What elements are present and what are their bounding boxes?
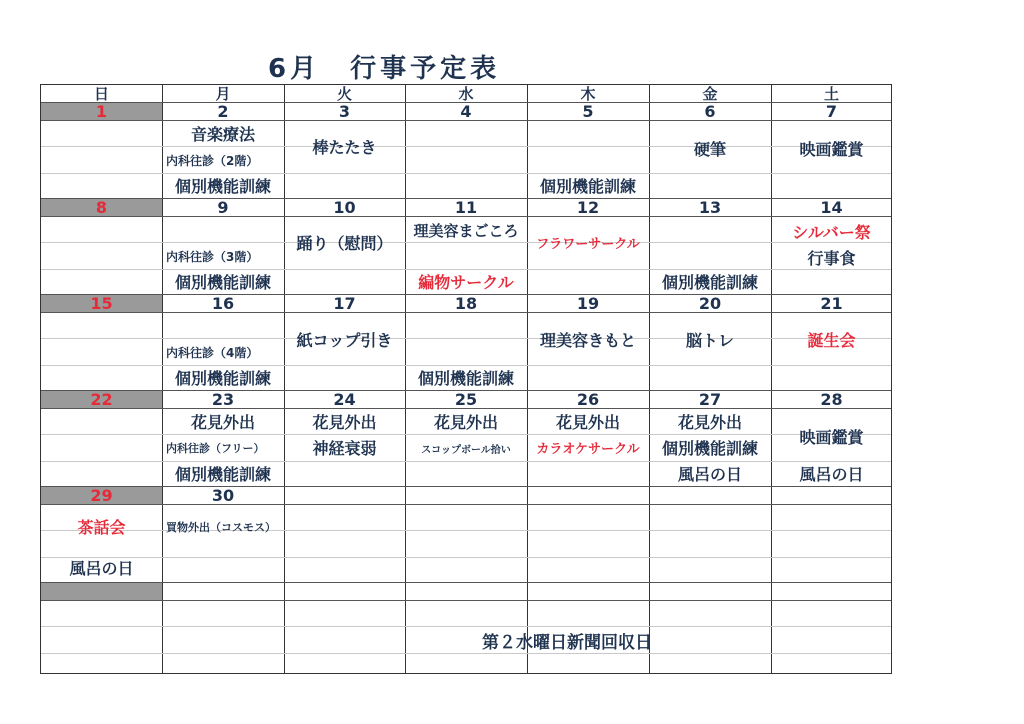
date-sun: 8 <box>95 198 108 217</box>
event: 個別機能訓練 <box>661 438 758 458</box>
footer-note: 第２水曜日新聞回収日 <box>482 633 652 653</box>
event: 編物サークル <box>418 273 514 292</box>
date-sun: 15 <box>90 294 113 313</box>
event: カラオケサークル <box>536 441 640 457</box>
event: フラワーサークル <box>536 236 640 252</box>
page-title: 6月 行事予定表 <box>268 54 501 84</box>
event: 個別機能訓練 <box>661 273 758 292</box>
date-tue: 24 <box>333 390 356 409</box>
date-wed: 4 <box>460 102 472 121</box>
dow-sat: 土 <box>823 85 839 103</box>
event: 内科往診（フリー） <box>166 442 265 455</box>
sunday-shade <box>41 583 162 600</box>
dow-sun: 日 <box>93 85 109 103</box>
event: 風呂の日 <box>799 465 864 484</box>
event: 誕生会 <box>807 330 856 350</box>
date-sun: 1 <box>95 102 108 121</box>
event: 個別機能訓練 <box>417 369 514 388</box>
event: 理美容まごころ <box>413 221 519 240</box>
event: 踊り（慰問） <box>296 233 393 253</box>
date-tue: 17 <box>333 294 356 313</box>
date-fri: 20 <box>698 294 722 313</box>
event: 花見外出 <box>677 412 742 432</box>
dow-tue: 火 <box>336 85 352 103</box>
date-sat: 28 <box>820 390 843 409</box>
event: 花見外出 <box>555 412 620 432</box>
event: 花見外出 <box>433 412 498 432</box>
event: 内科往診（2階） <box>166 153 259 168</box>
event: 行事食 <box>807 248 856 268</box>
date-sat: 14 <box>820 198 843 217</box>
date-fri: 13 <box>698 198 722 217</box>
event: 風呂の日 <box>677 465 742 484</box>
date-mon: 16 <box>211 294 235 313</box>
calendar-table <box>40 84 892 674</box>
event: 神経衰弱 <box>312 438 377 458</box>
date-wed: 11 <box>454 198 478 217</box>
date-sun: 22 <box>90 390 113 409</box>
event: 脳トレ <box>685 330 734 350</box>
dow-wed: 水 <box>458 85 474 103</box>
event: 花見外出 <box>190 412 255 432</box>
date-mon: 9 <box>217 198 229 217</box>
event: 個別機能訓練 <box>539 177 636 196</box>
date-wed: 18 <box>454 294 478 313</box>
event: 個別機能訓練 <box>174 369 271 388</box>
event: 硬筆 <box>693 139 726 159</box>
date-mon: 23 <box>211 390 235 409</box>
event: シルバー祭 <box>792 222 871 242</box>
event: 風呂の日 <box>69 558 134 578</box>
dow-mon: 月 <box>215 85 231 103</box>
event: 茶話会 <box>77 517 126 537</box>
event: 音楽療法 <box>190 124 255 144</box>
date-wed: 25 <box>454 390 478 409</box>
event: 買物外出（コスモス） <box>166 521 276 534</box>
date-thu: 19 <box>576 294 600 313</box>
date-sat: 7 <box>825 102 838 121</box>
event: 映画鑑賞 <box>799 139 864 159</box>
date-mon: 30 <box>211 486 235 505</box>
event: 花見外出 <box>312 412 377 432</box>
dow-thu: 木 <box>580 85 596 103</box>
date-fri: 6 <box>704 102 716 121</box>
event: 個別機能訓練 <box>174 273 271 292</box>
date-thu: 12 <box>576 198 600 217</box>
event: 映画鑑賞 <box>799 427 864 447</box>
date-tue: 10 <box>333 198 356 217</box>
event: 内科往診（3階） <box>166 249 259 264</box>
event: 棒たたき <box>312 137 377 157</box>
event: 紙コップ引き <box>296 330 393 350</box>
event: 理美容きもと <box>539 330 636 350</box>
event: 内科往診（4階） <box>166 345 259 360</box>
date-thu: 5 <box>582 102 594 121</box>
date-thu: 26 <box>576 390 600 409</box>
event: 個別機能訓練 <box>174 465 271 484</box>
date-fri: 27 <box>698 390 722 409</box>
date-sat: 21 <box>820 294 843 313</box>
event: 個別機能訓練 <box>174 177 271 196</box>
event: スコップボール拾い <box>421 444 511 456</box>
dow-fri: 金 <box>702 85 718 103</box>
date-mon: 2 <box>217 102 229 121</box>
date-sun: 29 <box>90 486 113 505</box>
date-tue: 3 <box>338 102 351 121</box>
